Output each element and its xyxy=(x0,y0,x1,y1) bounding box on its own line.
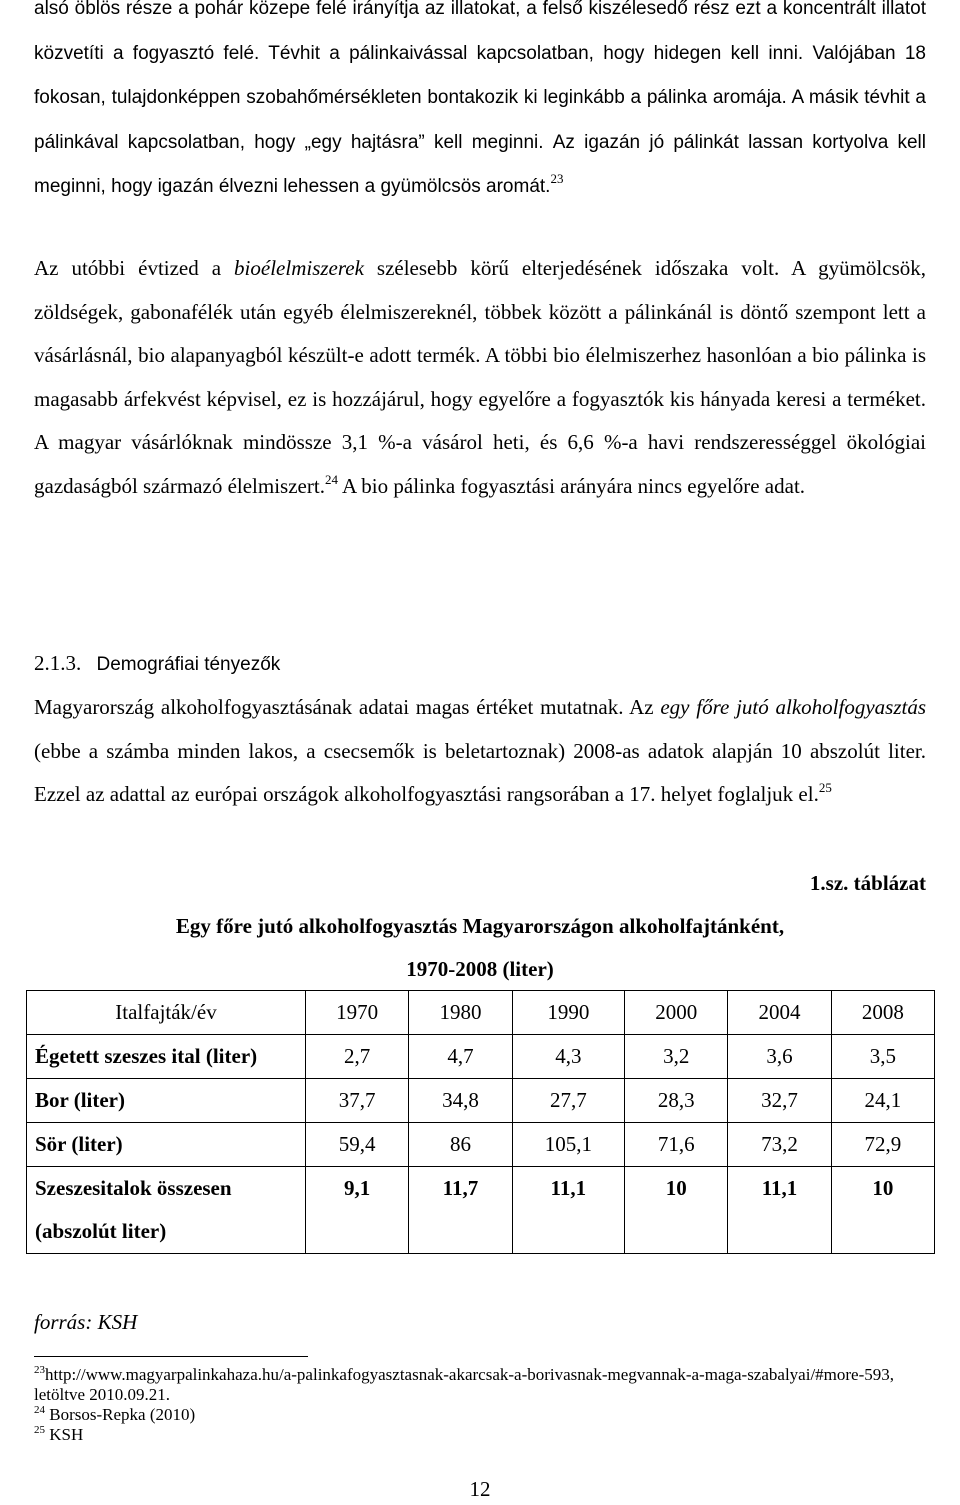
table-cell: 32,7 xyxy=(728,1079,831,1123)
footnote-25 xyxy=(34,1425,926,1445)
table-cell: 86 xyxy=(409,1123,512,1167)
section-title: Demográfiai tényezők xyxy=(96,654,281,675)
header-cell: 1970 xyxy=(306,991,409,1035)
paragraph-3 xyxy=(34,686,926,817)
table-cell: 11,7 xyxy=(409,1167,512,1254)
footnote-number: 23 xyxy=(34,1364,45,1376)
footnote-24 xyxy=(34,1405,926,1425)
row-label: Bor (liter) xyxy=(27,1079,306,1123)
footnote-ref-25[interactable]: 25 xyxy=(818,780,832,795)
footnote-number: 25 xyxy=(34,1424,45,1436)
table-row-total xyxy=(27,1167,935,1254)
paragraph-1-text-b: Az igazán jó pálinkát lassan kortyolva kell meginni, hogy igazán élvezni lehessen a gyümölcsös aromát. xyxy=(34,131,927,197)
footnote-23 xyxy=(34,1365,926,1405)
table-title-line-1: Egy főre jutó alkoholfogyasztás Magyarországon alkoholfajtánként, xyxy=(175,914,785,938)
paragraph-2-text-c: A bio pálinka fogyasztási arányára nincs egyelőre adat. xyxy=(337,473,806,498)
table-cell: 28,3 xyxy=(625,1079,728,1123)
table-cell: 37,7 xyxy=(306,1079,409,1123)
paragraph-3-text-b: (ebbe a számba minden lakos, a csecsemők is beletartoznak) 2008-as adatok alapján 10 abszolút liter. Ezzel az adattal az európai országok alkoholfogyasztási rangsorában a 17. helyet foglaljuk el. xyxy=(34,738,926,806)
footnote-number: 24 xyxy=(34,1404,45,1416)
header-cell: 1980 xyxy=(409,991,512,1035)
header-cell: 1990 xyxy=(512,991,624,1035)
table-row xyxy=(27,1123,935,1167)
footnote-ref-24[interactable]: 24 xyxy=(324,471,338,487)
paragraph-3-text-a: Magyarország alkoholfogyasztásának adatai magas értéket mutatnak. Az xyxy=(34,695,661,719)
table-cell: 73,2 xyxy=(728,1123,831,1167)
table-row xyxy=(27,1035,935,1079)
paragraph-2-italic: bioélelmiszerek xyxy=(234,256,364,280)
footnote-text: Borsos-Repka (2010) xyxy=(49,1405,196,1424)
row-label: Égetett szeszes ital (liter) xyxy=(27,1035,306,1079)
table-cell: 3,6 xyxy=(728,1035,831,1079)
paragraph-2 xyxy=(34,247,926,508)
table-cell: 11,1 xyxy=(512,1167,624,1254)
footnote-divider xyxy=(34,1356,308,1357)
table-cell: 4,3 xyxy=(512,1035,624,1079)
table-cell: 10 xyxy=(831,1167,934,1254)
table-cell: 105,1 xyxy=(512,1123,624,1167)
header-cell: 2008 xyxy=(831,991,934,1035)
footnote-ref-23[interactable]: 23 xyxy=(550,171,564,186)
table-cell: 27,7 xyxy=(512,1079,624,1123)
table-cell: 4,7 xyxy=(409,1035,512,1079)
row-label: Szeszesitalok összesen (abszolút liter) xyxy=(27,1167,306,1254)
table-row xyxy=(27,1079,935,1123)
table-cell: 11,1 xyxy=(728,1167,831,1254)
table-id: 1.sz. táblázat xyxy=(809,871,926,895)
paragraph-2-text-b: szélesebb körű elterjedésének időszaka volt. A gyümölcsök, zöldségek, gabonafélék után egyéb élelmiszereknél, többek között a pálinkánál is döntő szempont lett a vásárlásnál, bio alapanyagból készült-e adott termék. A többi bio élelmiszerhez hasonlóan a bio pálinka is magasabb árfekvést képvisel, ez is hozzájárul, hogy egyelőre a fogyasztók kis hányada keresi a terméket. A magyar vásárlóknak mindössze 3,1 %-a vásárol heti, és 6,6 %-a havi rendszerességgel ökológiai gazdaságból származó élelmiszert. xyxy=(34,256,926,498)
header-cell: 2004 xyxy=(728,991,831,1035)
row-label: Sör (liter) xyxy=(27,1123,306,1167)
table-cell: 72,9 xyxy=(831,1123,934,1167)
footnote-link[interactable]: http://www.magyarpalinkahaza.hu/a-palinkafogyasztasnak-akarcsak-a-borivasnak-megvannak-a-maga-szabalyai/#more-593, letöltve 2010.09.21. xyxy=(34,1365,895,1404)
table-cell: 10 xyxy=(625,1167,728,1254)
page-number: 12 xyxy=(469,1477,491,1501)
paragraph-1 xyxy=(34,0,926,209)
table-title xyxy=(0,905,960,991)
table-cell: 59,4 xyxy=(306,1123,409,1167)
table-cell: 71,6 xyxy=(625,1123,728,1167)
paragraph-3-italic: egy főre jutó alkoholfogyasztás xyxy=(660,695,927,719)
section-number: 2.1.3. xyxy=(34,651,82,675)
table-cell: 3,2 xyxy=(625,1035,728,1079)
header-cell: 2000 xyxy=(625,991,728,1035)
footnotes xyxy=(34,1365,926,1445)
table-cell: 34,8 xyxy=(409,1079,512,1123)
section-heading xyxy=(34,642,280,686)
table-cell: 9,1 xyxy=(306,1167,409,1254)
table-cell: 24,1 xyxy=(831,1079,934,1123)
paragraph-2-text-a: Az utóbbi évtized a xyxy=(34,256,235,280)
table-cell: 2,7 xyxy=(306,1035,409,1079)
table-cell: 3,5 xyxy=(831,1035,934,1079)
table-header-row xyxy=(27,991,935,1035)
footnote-text: KSH xyxy=(49,1425,84,1444)
paragraph-1-text-a: alsó öblös része a pohár közepe felé irányítja az illatokat, a felső kiszélesedő rész ezt a koncentrált illatot közvetíti a fogyasztó felé. Tévhit a pálinkaivással kapcsolatban, hogy hidegen kell inni. Valójában 18 fokosan, tulajdonképpen szobahőmérsékleten bontakozik ki leginkább a pálinka aromája. A másik tévhit a pálinkával kapcsolatban, hogy „egy hajtásra” kell meginni. xyxy=(34,0,926,153)
consumption-table xyxy=(26,990,935,1254)
table-title-line-2: 1970-2008 (liter) xyxy=(406,957,554,981)
table-source: forrás: KSH xyxy=(34,1310,138,1334)
header-cell: Italfajták/év xyxy=(27,991,306,1035)
